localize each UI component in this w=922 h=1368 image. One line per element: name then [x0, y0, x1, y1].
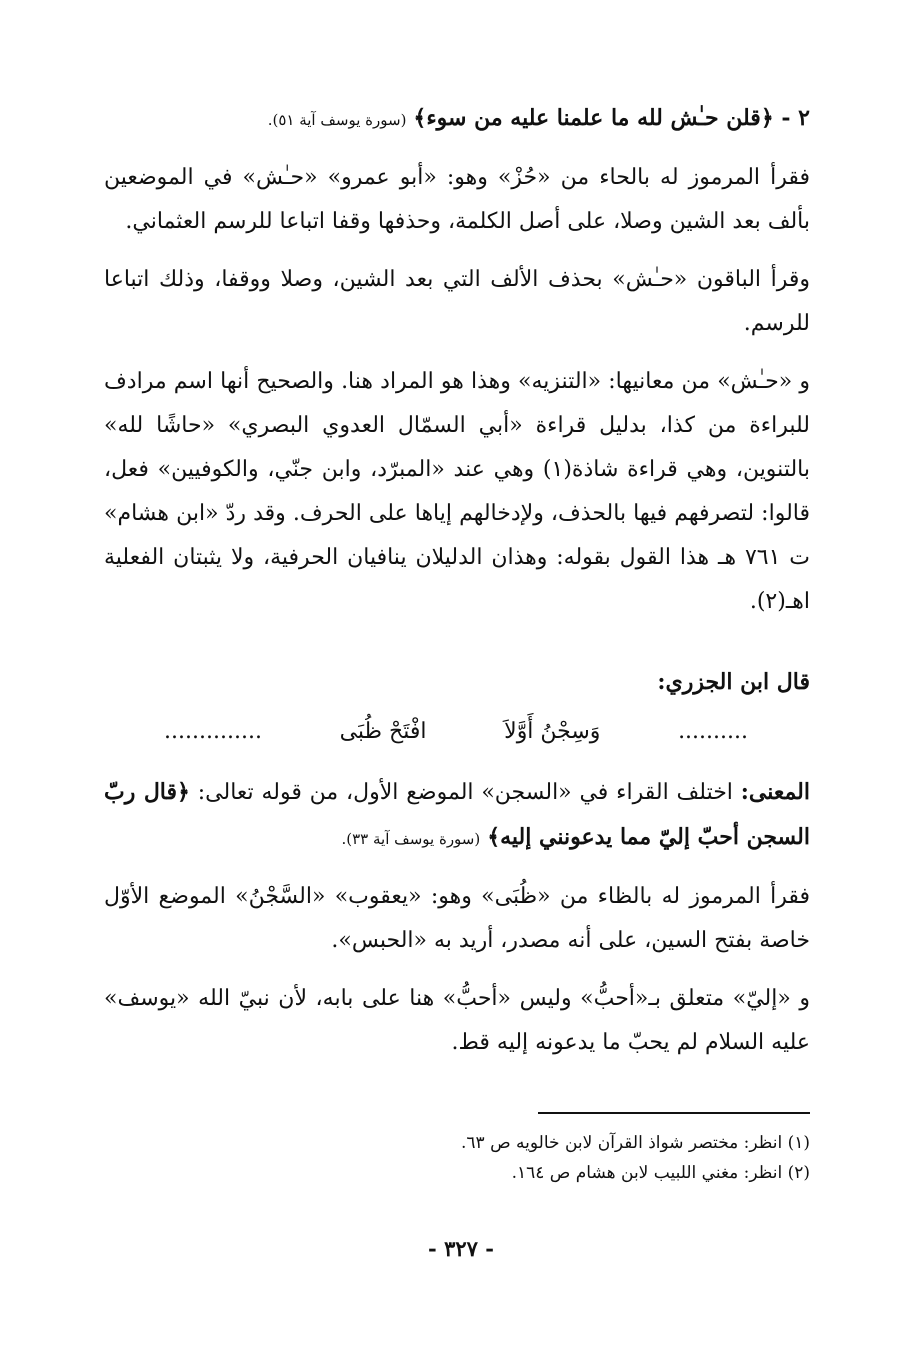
verse-dots-right: .......... [678, 719, 748, 744]
meaning-quran-quote: ﴿قال ربّ السجن أحبّ إليّ مما يدعونني إليه﴾ [104, 779, 810, 850]
verse-dots-left: .............. [164, 719, 262, 744]
meaning-surah-reference: (سورة يوسف آية ٣٣). [341, 830, 481, 848]
meaning-text: اختلف القراء في «السجن» الموضع الأول، من قوله تعالى: [197, 780, 733, 805]
surah-reference: (سورة يوسف آية ٥١). [267, 111, 407, 129]
paragraph-abu-amr-reading: فقرأ المرموز له بالحاء من «حُزْ» وهو: «أبو عمرو» «حـٰش» في الموضعين بألف بعد الشين وصلا، على أصل الكلمة، وحذفها وقفا اتباعا للرسم العثماني. [104, 165, 810, 234]
paragraph-meaning-of-hash: و «حـٰش» من معانيها: «التنزيه» وهذا هو المراد هنا. والصحيح أنها اسم مرادف للبراءة من كذا، بدليل قراءة «أبي السمّال العدوي البصري» «حاشًا لله» بالتنوين، وهي قراءة شاذة(١) وهي عند «المبرّد، وابن جنّي، والكوفيين» فعل، قالوا: لتصرفهم فيها بالحذف، ولإدخالهم إياها على الحرف. وقد ردّ «ابن هشام» ت ٧٦١ هـ هذا القول بقوله: وهذان الدليلان ينافيان الحرفية، ولا يثبتان الفعلية اهـ(٢). [104, 369, 810, 614]
paragraph-quran-verse-51 [104, 96, 810, 142]
footnotes [104, 1128, 810, 1188]
poem-verse [104, 712, 810, 752]
quran-quote: ٢ - ﴿قلن حـٰش لله ما علمنا عليه من سوء﴾ [413, 105, 810, 131]
verse-part-2: افْتَحْ ظُبَى [339, 719, 427, 744]
page-number: - ٣٢٧ - [428, 1236, 494, 1261]
footnote-divider [538, 1112, 810, 1114]
paragraph-others-reading: وقرأ الباقون «حـٰش» بحذف الألف التي بعد الشين، وصلا ووقفا، وذلك اتباعا للرسم. [104, 267, 810, 336]
section-heading: قال ابن الجزري: [657, 669, 810, 695]
footnote-1: (١) انظر: مختصر شواذ القرآن لابن خالويه ص ٦٣. [461, 1133, 810, 1153]
verse-part-1: وَسِجْنُ أَوَّلاَ [504, 719, 601, 744]
meaning-label: المعنى: [740, 779, 810, 805]
paragraph-ilayya: و «إليّ» متعلق بـ«أحبُّ» وليس «أحبُّ» هنا على بابه، لأن نبيّ الله «يوسف» عليه السلام لم يحبّ ما يدعونه إليه قط. [104, 986, 810, 1055]
paragraph-yaqub-reading: فقرأ المرموز له بالظاء من «ظُبَى» وهو: «يعقوب» «السَّجْنُ» الموضع الأوّل خاصة بفتح السين، على أنه مصدر، أريد به «الحبس». [104, 884, 810, 953]
footnote-2: (٢) انظر: مغني اللبيب لابن هشام ص ١٦٤. [511, 1163, 810, 1183]
paragraph-meaning [104, 770, 810, 861]
